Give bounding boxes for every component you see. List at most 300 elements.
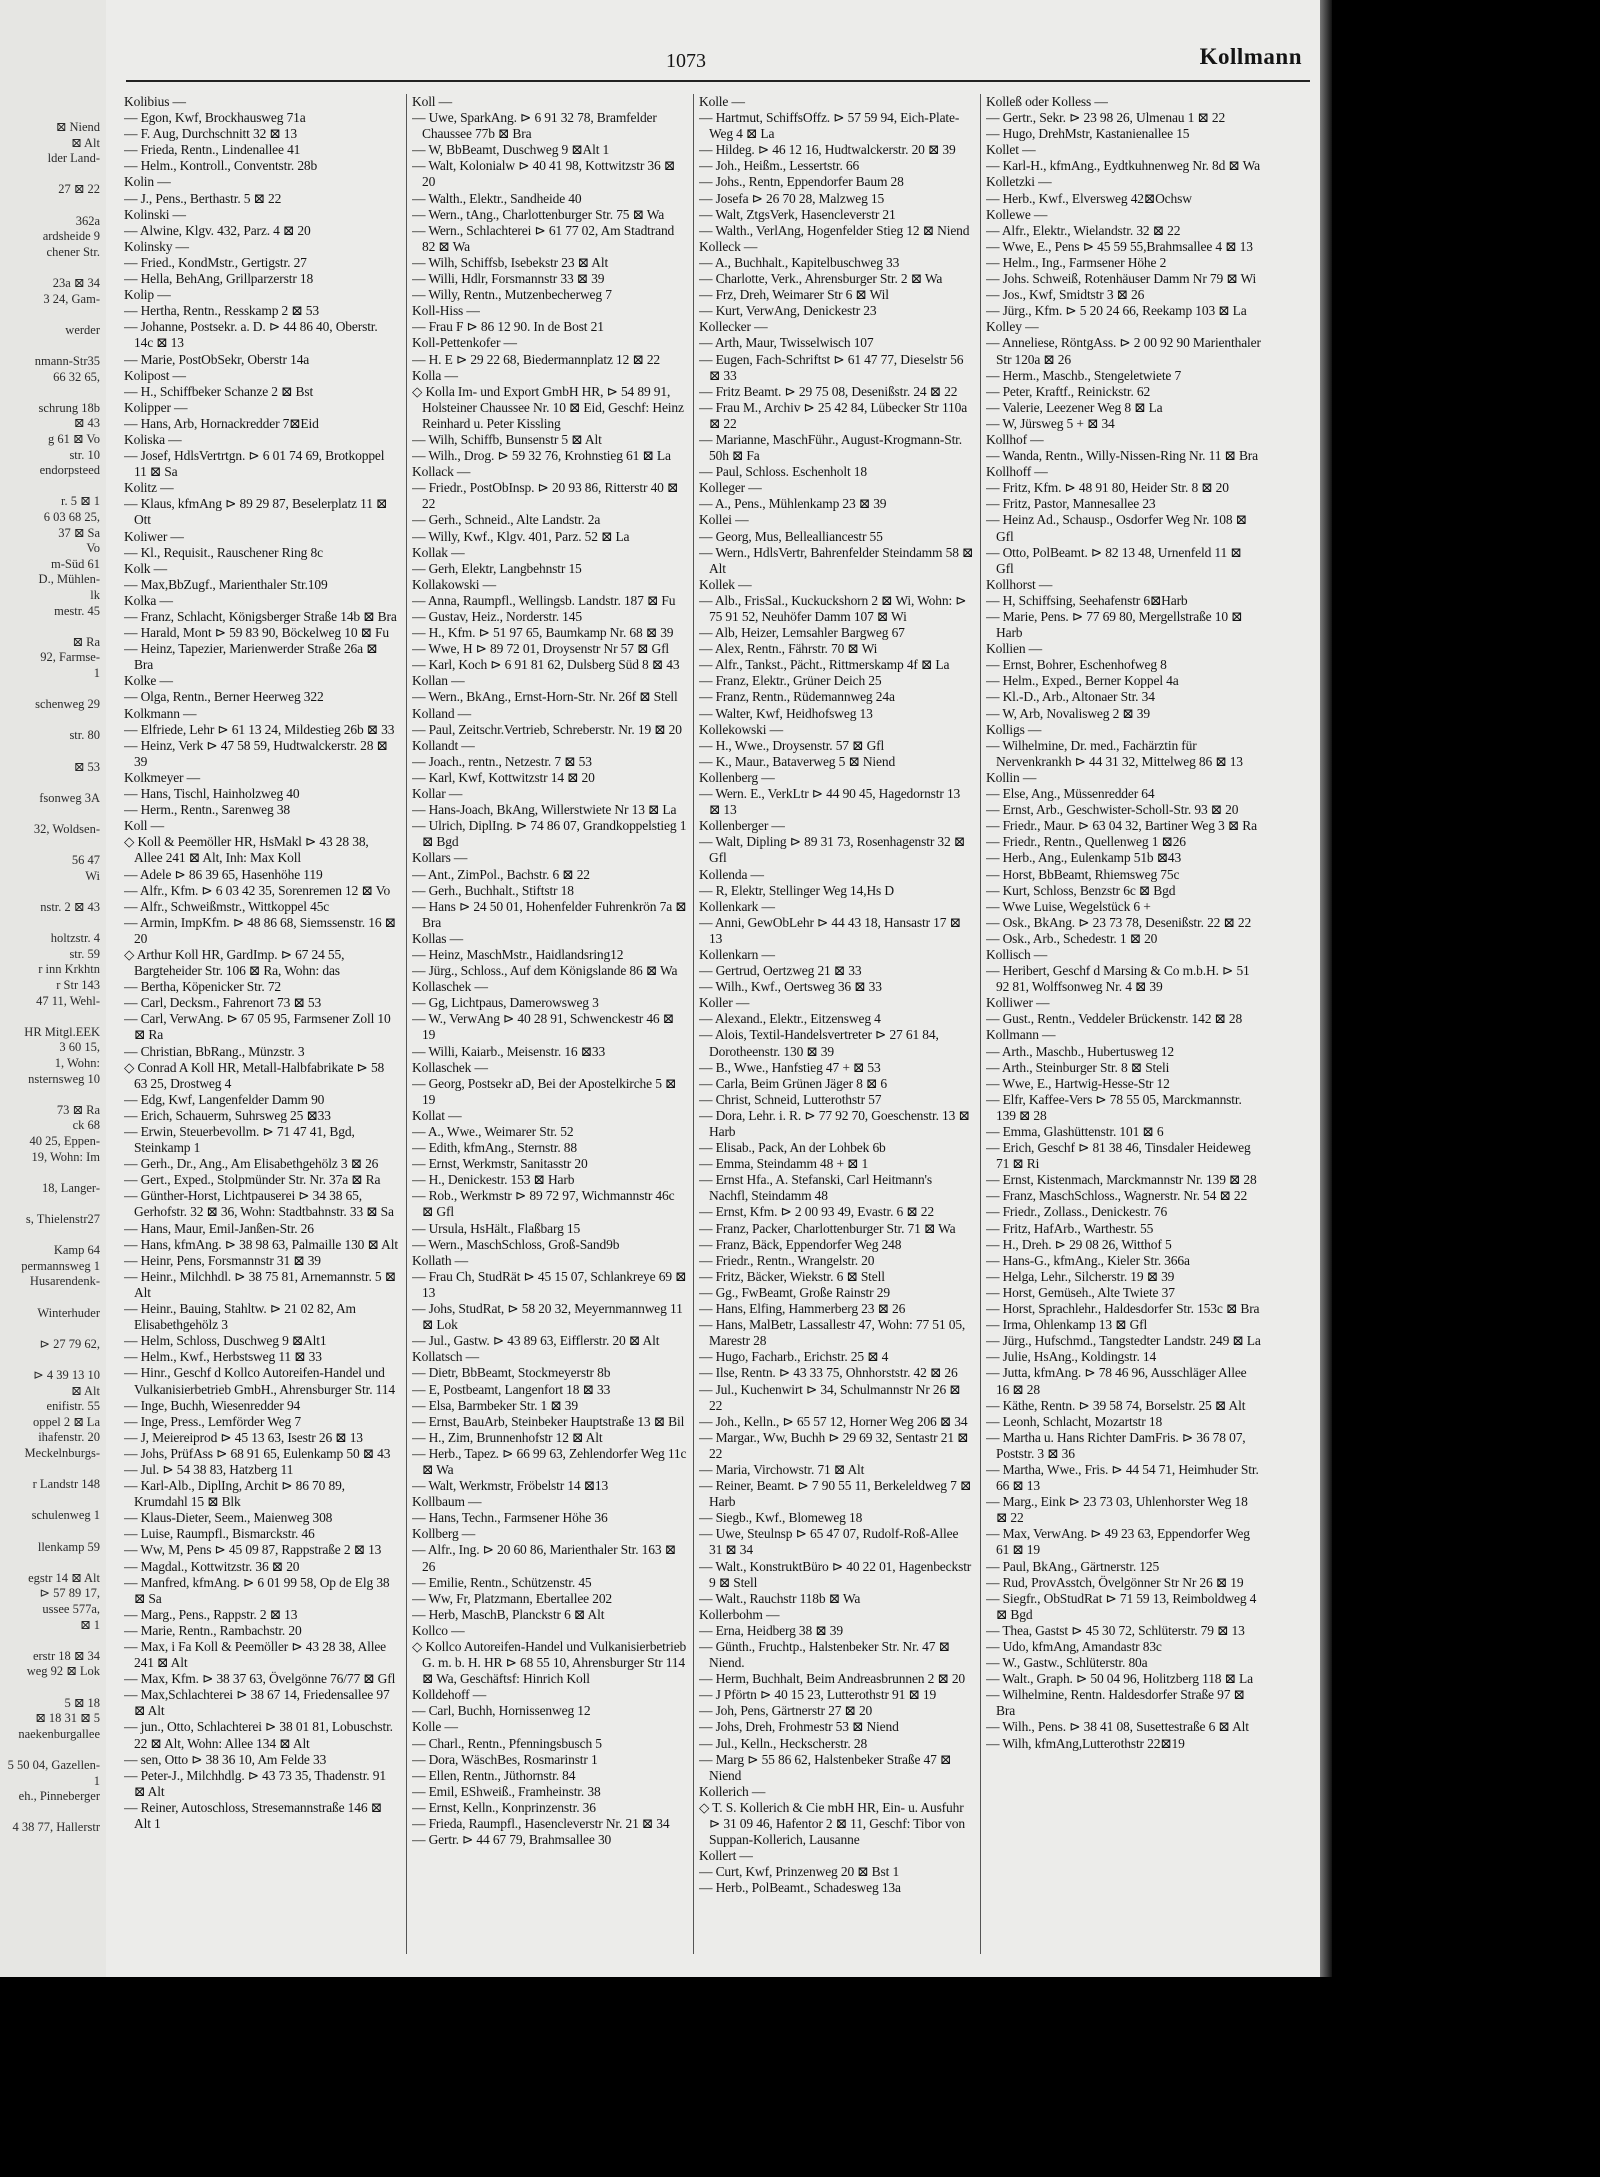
directory-entry: — Hildeg. ⊳ 46 12 16, Hudtwalckerstr. 20 ⊠ 39 — [699, 142, 956, 158]
directory-entry: — Dora, Lehr. i. R. ⊳ 77 92 70, Goeschenstr. 13 ⊠ Harb — [699, 1107, 970, 1139]
directory-entry: — Hans-G., kfmAng., Kieler Str. 366a — [986, 1252, 1190, 1268]
page-number: 1073 — [666, 50, 706, 72]
spine-text-line: str. 59 — [69, 946, 100, 961]
directory-entry: — Klaus, kfmAng ⊳ 89 29 87, Beselerplatz 11 ⊠ Ott — [124, 496, 388, 528]
directory-entry: — A., Pens., Mühlenkamp 23 ⊠ 39 — [699, 496, 887, 512]
spine-text-line: Winterhuder — [37, 1305, 100, 1320]
directory-entry: — Walt, ZtgsVerk, Hasencleverstr 21 — [699, 206, 896, 222]
directory-entry: — Emil, EShweiß., Framheinstr. 38 — [412, 1783, 601, 1799]
spine-text-line: m-Süd 61 — [51, 556, 100, 571]
directory-entry: — Arth., Maschb., Hubertusweg 12 — [986, 1043, 1174, 1059]
directory-entry: Kolleß oder Kolless — — [986, 94, 1108, 109]
directory-entry: — Elisab., Pack, An der Lohbek 6b — [699, 1140, 886, 1156]
directory-entry: Kolligs — — [986, 721, 1042, 737]
directory-entry: — Herb., Tapez. ⊳ 66 99 63, Zehlendorfer Weg 11c ⊠ Wa — [412, 1445, 687, 1477]
spine-text-line: Meckelnburgs- — [24, 1446, 100, 1460]
directory-entry: — Helm., Exped., Berner Koppel 4a — [986, 673, 1179, 689]
spine-text-line: nstr. 2 ⊠ 43 — [40, 900, 100, 914]
directory-entry: — Marie, Pens. ⊳ 77 69 80, Mergellstraße 10 ⊠ Harb — [986, 609, 1243, 641]
spine-text-line: 18, Langer- — [41, 1180, 100, 1195]
directory-page — [106, 0, 1320, 1977]
directory-entry: — Heinr., Milchhdl. ⊳ 38 75 81, Arnemannstr. 5 ⊠ Alt — [124, 1268, 396, 1300]
column-divider — [980, 94, 981, 1954]
directory-entry: — Carl, VerwAng. ⊳ 67 05 95, Farmsener Zoll 10 ⊠ Ra — [124, 1011, 391, 1043]
spine-text-line: oppel 2 ⊠ La — [32, 1414, 100, 1429]
directory-entry: — Carla, Beim Grünen Jäger 8 ⊠ 6 — [699, 1075, 887, 1091]
directory-entry: Koliwer — — [124, 528, 184, 544]
directory-entry: — Frau Ch, StudRät ⊳ 45 15 07, Schlankreye 69 ⊠ 13 — [412, 1268, 687, 1300]
directory-entry: — Erwin, Steuerbevollm. ⊳ 71 47 41, Bgd, Steinkamp 1 — [124, 1124, 355, 1156]
directory-entry: — Fritz, Kfm. ⊳ 48 91 80, Heider Str. 8 ⊠ 20 — [986, 480, 1229, 496]
directory-entry: — Paul, Schloss. Eschenholt 18 — [699, 464, 867, 480]
directory-entry: — Uwe, Steulnsp ⊳ 65 47 07, Rudolf-Roß-Allee 31 ⊠ 34 — [699, 1526, 959, 1558]
directory-entry: — Alb., FrisSal., Kuckuckshorn 2 ⊠ Wi, Wohn: ⊳ 75 91 52, Neuhöfer Damm 107 ⊠ Wi — [699, 592, 967, 624]
spine-text-line: schulenweg 1 — [31, 1508, 100, 1523]
directory-entry: — Hugo, DrehMstr, Kastanienallee 15 — [986, 126, 1190, 142]
directory-entry: Koll — — [124, 818, 164, 834]
directory-entry: — Jürg., Kfm. ⊳ 5 20 24 66, Reekamp 103 ⊠ La — [986, 303, 1247, 319]
directory-entry: Koliska — — [124, 431, 182, 447]
directory-entry: — Georg, Mus, Bellealliancestr 55 — [699, 528, 883, 544]
directory-entry: Kollecker — — [699, 319, 768, 335]
directory-entry: — Wilh., Pens. ⊳ 38 41 08, Susettestraße 6 ⊠ Alt — [986, 1719, 1249, 1735]
directory-entry: — Max, VerwAng. ⊳ 49 23 63, Eppendorfer Weg 61 ⊠ 19 — [986, 1526, 1250, 1558]
directory-entry: — Julie, HsAng., Koldingstr. 14 — [986, 1349, 1157, 1365]
directory-entry: — Arth, Maur, Twisselwisch 107 — [699, 335, 874, 351]
spine-text-line: chener Str. — [46, 244, 100, 259]
directory-entry: — Kl., Requisit., Rauschener Ring 8c — [124, 544, 323, 560]
directory-entry: — Herm., Rentn., Sarenweg 38 — [124, 802, 291, 818]
spine-text-line: ⊳ 4 39 13 10 — [33, 1368, 100, 1382]
directory-entry: Kolin — — [124, 174, 171, 190]
directory-entry: — Johs., Rentn, Eppendorfer Baum 28 — [699, 174, 904, 190]
directory-entry: — Wern., tAng., Charlottenburger Str. 75 ⊠ Wa — [412, 206, 665, 222]
spine-text-line: r. 5 ⊠ 1 — [61, 494, 100, 509]
directory-entry: — Erich, Geschf ⊳ 81 38 46, Tinsdaler Heideweg 71 ⊠ Ri — [986, 1140, 1251, 1172]
directory-entry: — Thea, Gastst ⊳ 45 30 72, Schlüterstr. 79 ⊠ 13 — [986, 1622, 1245, 1638]
directory-entry: — Helm., Ing., Farmsener Höhe 2 — [986, 254, 1167, 270]
directory-entry: ◇ Kollco Autoreifen-Handel und Vulkanisierbetrieb G. m. b. H. HR ⊳ 68 55 10, Ahrensburger Str 114 ⊠ Wa, Geschäftsf: Hinrich Koll — [412, 1639, 687, 1687]
directory-entry: — Edith, kfmAng., Sternstr. 88 — [412, 1140, 577, 1156]
directory-entry: — Josefa ⊳ 26 70 28, Malzweg 15 — [699, 190, 885, 206]
directory-entry: — Frau F ⊳ 86 12 90. In de Bost 21 — [412, 319, 604, 335]
directory-entry: — Wilhelmine, Dr. med., Fachärztin für Nervenkrankh ⊳ 44 31 32, Mittelweg 86 ⊠ 13 — [986, 737, 1243, 769]
directory-entry: — Egon, Kwf, Brockhausweg 71a — [124, 110, 306, 126]
directory-entry: — Hans, Tischl, Hainholzweg 40 — [124, 786, 300, 802]
directory-entry: — Friedr., Zollass., Denickestr. 76 — [986, 1204, 1168, 1220]
directory-entry: — Alexand., Elektr., Eitzensweg 4 — [699, 1011, 881, 1027]
spine-text-line: 40 25, Eppen- — [29, 1134, 100, 1148]
directory-entry: — Heinz, MaschMstr., Haidlandsring12 — [412, 946, 624, 962]
directory-entry: — Willi, Kaiarb., Meisenstr. 16 ⊠33 — [412, 1043, 606, 1059]
directory-entry: — Gerh., Buchhalt., Stiftstr 18 — [412, 882, 574, 898]
directory-entry: ◇ Koll & Peemöller HR, HsMakl ⊳ 43 28 38, Allee 241 ⊠ Alt, Inh: Max Koll — [124, 834, 369, 866]
directory-entry: — Marg., Pens., Rappstr. 2 ⊠ 13 — [124, 1606, 298, 1622]
directory-entry: — Maria, Virchowstr. 71 ⊠ Alt — [699, 1461, 865, 1477]
directory-entry: — Edg, Kwf, Langenfelder Damm 90 — [124, 1091, 325, 1107]
column-2 — [412, 94, 687, 1959]
directory-entry: — Johs, StudRat, ⊳ 58 20 32, Meyernmannweg 11 ⊠ Lok — [412, 1301, 683, 1333]
spine-text-line: fsonweg 3A — [39, 790, 100, 805]
directory-entry: Kolletzki — — [986, 174, 1052, 190]
directory-entry: — Joh., Kelln., ⊳ 65 57 12, Horner Weg 206 ⊠ 34 — [699, 1413, 968, 1429]
directory-entry: — Gerh, Elektr, Langbehnstr 15 — [412, 560, 582, 576]
directory-entry: — Franz, Packer, Charlottenburger Str. 71 ⊠ Wa — [699, 1220, 956, 1236]
directory-entry: — H., Kfm. ⊳ 51 97 65, Baumkamp Nr. 68 ⊠ 39 — [412, 625, 674, 641]
directory-entry: — W, Jürsweg 5 + ⊠ 34 — [986, 415, 1115, 431]
directory-entry: — jun., Otto, Schlachterei ⊳ 38 01 81, Lobuschstr. 22 ⊠ Alt, Wohn: Allee 134 ⊠ Alt — [124, 1719, 393, 1751]
directory-entry: — Arth., Steinburger Str. 8 ⊠ Steli — [986, 1059, 1170, 1075]
directory-entry: — Fritz Beamt. ⊳ 29 75 08, Desenißstr. 24 ⊠ 22 — [699, 383, 958, 399]
directory-entry: — Franz, Schlacht, Königsberger Straße 14b ⊠ Bra — [124, 609, 397, 624]
bottom-black-border — [0, 1977, 1600, 2177]
directory-entry: — sen, Otto ⊳ 38 36 10, Am Felde 33 — [124, 1751, 327, 1767]
directory-entry: — Alex, Rentn., Fährstr. 70 ⊠ Wi — [699, 641, 878, 657]
directory-entry: Kollhoff — — [986, 464, 1048, 480]
directory-entry: — Erich, Schauerm, Suhrsweg 25 ⊠33 — [124, 1107, 331, 1123]
directory-entry: — Gertr. ⊳ 44 67 79, Brahmsallee 30 — [412, 1832, 612, 1848]
directory-entry: — Ww, Fr, Platzmann, Ebertallee 202 — [412, 1590, 613, 1606]
directory-entry: — Hans-Joach, BkAng, Willerstwiete Nr 13 ⊠ La — [412, 802, 677, 818]
spine-text-line: 92, Farmse- — [40, 650, 100, 665]
directory-entry: — Martha, Wwe., Fris. ⊳ 44 54 71, Heimhuder Str. 66 ⊠ 13 — [986, 1461, 1259, 1494]
directory-entry: Kollek — — [699, 576, 752, 592]
directory-entry: Kolley — — [986, 319, 1039, 335]
directory-entry: — Alfr., Schweißmstr., Wittkoppel 45c — [124, 898, 330, 914]
spine-text-line: Vo — [86, 541, 100, 556]
spine-text-line: 5 ⊠ 18 — [64, 1695, 100, 1710]
spine-text-line: 73 ⊠ Ra — [56, 1102, 100, 1117]
directory-entry: — Joach., rentn., Netzestr. 7 ⊠ 53 — [412, 753, 592, 769]
directory-entry: — Herm, Buchhalt, Beim Andreasbrunnen 2 ⊠ 20 — [699, 1671, 966, 1687]
directory-entry: Kolliwer — — [986, 995, 1050, 1011]
directory-entry: — Jutta, kfmAng. ⊳ 78 46 96, Ausschläger Allee 16 ⊠ 28 — [986, 1365, 1247, 1397]
directory-entry: — Jos., Kwf, Smidtstr 3 ⊠ 26 — [986, 287, 1145, 303]
spine-text-line: str. 80 — [69, 728, 100, 743]
directory-entry: — Helm, Schloss, Duschweg 9 ⊠Alt1 — [124, 1333, 327, 1349]
directory-entry: Kollenberg — — [699, 769, 775, 785]
spine-text-line: 1 — [93, 1773, 100, 1788]
directory-entry: Kollisch — — [986, 946, 1048, 962]
directory-entry: — W., Gastw., Schlüterstr. 80a — [986, 1655, 1148, 1671]
directory-entry: — Hans ⊳ 24 50 01, Hohenfelder Fuhrenkrön 7a ⊠ Bra — [412, 898, 687, 930]
directory-entry: — Friedr., Maur. ⊳ 63 04 32, Bartiner Weg 3 ⊠ Ra — [986, 818, 1257, 834]
directory-entry: — Wern., HdlsVertr, Bahrenfelder Steindamm 58 ⊠ Alt — [699, 544, 974, 576]
spine-text-line: 6 03 68 25, — [43, 510, 100, 524]
directory-entry: Kolldehoff — — [412, 1687, 487, 1703]
directory-entry: — Hella, BehAng, Grillparzerstr 18 — [124, 271, 314, 287]
directory-entry: — Alwine, Klgv. 432, Parz. 4 ⊠ 20 — [124, 222, 311, 238]
directory-entry: Kolibius — — [124, 94, 186, 109]
directory-entry: — Luise, Raumpfl., Bismarckstr. 46 — [124, 1526, 315, 1542]
directory-entry: Kollaschek — — [412, 979, 488, 995]
directory-entry: — Johs, Dreh, Frohmestr 53 ⊠ Niend — [699, 1719, 899, 1735]
directory-entry: — Max, Kfm. ⊳ 38 37 63, Övelgönne 76/77 ⊠ Gfl — [124, 1671, 396, 1687]
directory-entry: — Hans, Arb, Hornackredder 7⊠Eid — [124, 415, 319, 431]
column-divider — [693, 94, 694, 1954]
directory-entry: — Walt, Werkmstr, Fröbelstr 14 ⊠13 — [412, 1478, 609, 1494]
directory-entry: — Ernst, BauArb, Steinbeker Hauptstraße 13 ⊠ Bil — [412, 1413, 685, 1429]
directory-entry: — Dora, WäschBes, Rosmarinstr 1 — [412, 1751, 598, 1767]
directory-entry: — Wern. E., VerkLtr ⊳ 44 90 45, Hagedornstr 13 ⊠ 13 — [699, 786, 961, 818]
directory-entry: — Emilie, Rentn., Schützenstr. 45 — [412, 1574, 592, 1590]
directory-entry: — Otto, PolBeamt. ⊳ 82 13 48, Urnenfeld 11 ⊠ Gfl — [986, 544, 1242, 576]
directory-entry: — Hinr., Geschf d Kollco Autoreifen-Handel und Vulkanisierbetrieb GmbH., Ahrensburger Str. 114 — [124, 1365, 395, 1397]
spine-text-line: permannsweg 1 — [21, 1258, 100, 1273]
directory-entry: Kollenkark — — [699, 898, 775, 914]
directory-entry: — Marie, PostObSekr, Oberstr 14a — [124, 351, 310, 367]
directory-entry: — Joh., Heißm., Lessertstr. 66 — [699, 158, 860, 174]
directory-entry: — Jul., Kuchenwirt ⊳ 34, Schulmannstr Nr 26 ⊠ 22 — [699, 1381, 961, 1413]
spine-text-line: holtzstr. 4 — [50, 931, 100, 946]
directory-entry: Kollin — — [986, 769, 1037, 785]
directory-entry: Koll-Hiss — — [412, 303, 480, 319]
left-page-fragment — [0, 0, 109, 1977]
directory-entry: — Helm., Kontroll., Conventstr. 28b — [124, 158, 318, 174]
directory-entry: — Gustav, Heiz., Norderstr. 145 — [412, 609, 582, 624]
directory-entry: — H., Dreh. ⊳ 29 08 26, Witthof 5 — [986, 1236, 1172, 1252]
directory-entry: — Friedr., Rentn., Quellenweg 1 ⊠26 — [986, 834, 1186, 850]
directory-entry: — A., Buchhalt., Kapitelbuschweg 33 — [699, 254, 900, 270]
directory-entry: — Walter, Kwf, Heidhofsweg 13 — [699, 705, 873, 721]
directory-entry: — Hans, MalBetr, Lassallestr 47, Wohn: 77 51 05, Marestr 28 — [699, 1317, 966, 1349]
directory-entry: — Gg, Lichtpaus, Damerowsweg 3 — [412, 995, 599, 1011]
spine-text-line: enifistr. 55 — [46, 1399, 100, 1414]
directory-entry: — Harald, Mont ⊳ 59 83 90, Böckelweg 10 ⊠ Fu — [124, 625, 389, 641]
directory-entry: — Helga, Lehr., Silcherstr. 19 ⊠ 39 — [986, 1268, 1175, 1284]
directory-entry: — Emma, Glashüttenstr. 101 ⊠ 6 — [986, 1124, 1164, 1139]
spine-text-line: ck 68 — [72, 1118, 100, 1133]
spine-text-line: 66 32 65, — [53, 369, 100, 384]
directory-entry: — Wilh, kfmAng,Lutterothstr 22⊠19 — [986, 1735, 1185, 1751]
directory-entry: — Frz, Dreh, Weimarer Str 6 ⊠ Wil — [699, 287, 889, 303]
spine-text-line: r inn Krkhtn — [38, 962, 100, 977]
directory-entry: — Ernst, Bohrer, Eschenhofweg 8 — [986, 657, 1167, 673]
directory-entry: — Wilh, Schiffb, Bunsenstr 5 ⊠ Alt — [412, 431, 602, 447]
directory-entry: — Hertha, Rentn., Resskamp 2 ⊠ 53 — [124, 303, 319, 319]
directory-entry: — Leonh, Schlacht, Mozartstr 18 — [986, 1413, 1163, 1429]
directory-entry: — Kl.-D., Arb., Altonaer Str. 34 — [986, 689, 1155, 705]
directory-entry: — Ernst, Kfm. ⊳ 2 00 93 49, Evastr. 6 ⊠ 22 — [699, 1204, 934, 1220]
directory-entry: — Klaus-Dieter, Seem., Maienweg 308 — [124, 1510, 333, 1526]
directory-entry: — Siegb., Kwf., Blomeweg 18 — [699, 1510, 863, 1526]
directory-entry: — E, Postbeamt, Langenfort 18 ⊠ 33 — [412, 1381, 611, 1397]
spine-text-line: 4 38 77, Hallerstr — [12, 1820, 100, 1835]
directory-entry: — Christ, Schneid, Lutterothstr 57 — [699, 1091, 882, 1107]
directory-entry: — Willy, Rentn., Mutzenbecherweg 7 — [412, 287, 612, 303]
spine-text-line: ussee 577a, — [42, 1602, 100, 1616]
spine-text-line: ⊠ Alt — [71, 135, 100, 150]
directory-entry: Kollar — — [412, 786, 463, 802]
directory-entry: — Walt., Graph. ⊳ 50 04 96, Holitzberg 118 ⊠ La — [986, 1671, 1253, 1687]
directory-entry: — Bertha, Köpenicker Str. 72 — [124, 979, 282, 995]
spine-text-line: Wi — [85, 868, 100, 883]
directory-entry: Kollewe — — [986, 206, 1048, 222]
directory-entry: Koller — — [699, 995, 750, 1011]
directory-entry: — Gertrud, Oertzweg 21 ⊠ 33 — [699, 963, 862, 979]
directory-entry: Kollars — — [412, 850, 468, 866]
directory-entry: Kollath — — [412, 1252, 469, 1268]
directory-entry: Kollmann — — [986, 1027, 1056, 1043]
directory-entry: Kollbaum — — [412, 1494, 482, 1510]
directory-entry: Kollerich — — [699, 1783, 766, 1799]
directory-entry: — W., VerwAng ⊳ 40 28 91, Schwenckestr 46 ⊠ 19 — [412, 1011, 674, 1043]
spine-text-line: mestr. 45 — [54, 603, 100, 618]
directory-entry: Kollei — — [699, 512, 749, 528]
directory-entry: Kollenkarn — — [699, 946, 775, 962]
directory-entry: Kolke — — [124, 673, 173, 689]
directory-entry: Kollas — — [412, 930, 463, 946]
directory-entry: — Siegfr., ObStudRat ⊳ 71 59 13, Reimboldweg 4 ⊠ Bgd — [986, 1590, 1257, 1622]
directory-entry: — Johanne, Postsekr. a. D. ⊳ 44 86 40, Oberstr. 14c ⊠ 13 — [124, 319, 378, 351]
directory-entry: — Inge, Press., Lemförder Weg 7 — [124, 1413, 301, 1429]
spine-text-line: 32, Woldsen- — [33, 822, 100, 836]
directory-entry: Kolland — — [412, 705, 472, 721]
directory-entry: Kollenberger — — [699, 818, 785, 834]
directory-entry: — Anneliese, RöntgAss. ⊳ 2 00 92 90 Marienthaler Str 120a ⊠ 26 — [986, 335, 1261, 367]
spine-text-line: HR Mitgl.EEK — [24, 1024, 100, 1039]
column-1 — [124, 94, 399, 1959]
directory-entry: — Peter, Kraftf., Reinickstr. 62 — [986, 383, 1151, 399]
directory-entry: — Gerh., Schneid., Alte Landstr. 2a — [412, 512, 601, 528]
directory-entry: — Franz, Rentn., Rüdemannweg 24a — [699, 689, 895, 705]
directory-entry: — Peter-J., Milchhdlg. ⊳ 43 73 35, Thadenstr. 91 ⊠ Alt — [124, 1767, 386, 1799]
spine-text-line: r Landstr 148 — [32, 1477, 100, 1492]
directory-entry: — Wwe Luise, Wegelstück 6 + — [986, 898, 1151, 914]
spine-text-line: ihafenstr. 20 — [38, 1430, 100, 1445]
spine-text-line: 3 24, Gam- — [43, 291, 100, 306]
spine-text-line: 27 ⊠ 22 — [58, 182, 100, 197]
directory-entry: — Rud, ProvAsstch, Övelgönner Str Nr 26 ⊠ 19 — [986, 1574, 1244, 1590]
directory-entry: — H., Zim, Brunnenhofstr 12 ⊠ Alt — [412, 1429, 603, 1445]
directory-entry: — Wern., Schlachterei ⊳ 61 77 02, Am Stadtrand 82 ⊠ Wa — [412, 222, 675, 254]
spine-text-line: 23a ⊠ 34 — [52, 276, 100, 290]
directory-entry: Kollco — — [412, 1622, 465, 1638]
directory-entry: — Udo, kfmAng, Amandastr 83c — [986, 1639, 1162, 1654]
directory-entry: — Emma, Steindamm 48 + ⊠ 1 — [699, 1156, 869, 1172]
directory-entry: — Karl-H., kfmAng., Eydtkuhnenweg Nr. 8d ⊠ Wa — [986, 158, 1260, 174]
directory-entry: — Franz, Elektr., Grüner Deich 25 — [699, 673, 882, 689]
directory-entry: — Wanda, Rentn., Willy-Nissen-Ring Nr. 11 ⊠ Bra — [986, 448, 1258, 464]
directory-entry: — Wern., BkAng., Ernst-Horn-Str. Nr. 26f ⊠ Stell — [412, 689, 678, 705]
directory-entry: — Hans, kfmAng. ⊳ 38 98 63, Palmaille 130 ⊠ Alt — [124, 1236, 398, 1252]
directory-entry: — Karl-Alb., DiplIng, Archit ⊳ 86 70 89, Krumdahl 15 ⊠ Blk — [124, 1478, 345, 1510]
directory-entry: — Friedr., Rentn., Wrangelstr. 20 — [699, 1252, 875, 1268]
directory-entry: — Herb., Kwf., Elversweg 42⊠Ochsw — [986, 190, 1192, 206]
directory-entry: — Helm., Kwf., Herbstsweg 11 ⊠ 33 — [124, 1349, 322, 1365]
directory-entry: Kollan — — [412, 673, 465, 689]
directory-entry: — Irma, Ohlenkamp 13 ⊠ Gfl — [986, 1317, 1148, 1333]
directory-entry: Koll-Pettenkofer — — [412, 335, 517, 351]
directory-entry: — Reiner, Autoschloss, Stresemannstraße 146 ⊠ Alt 1 — [124, 1799, 382, 1832]
directory-entry: — Hans, Elfing, Hammerberg 23 ⊠ 26 — [699, 1301, 906, 1317]
directory-entry: — Horst, BbBeamt, Rhiemsweg 75c — [986, 866, 1180, 882]
directory-entry: — Wilh, Schiffsb, Isebekstr 23 ⊠ Alt — [412, 254, 609, 270]
spine-text-line: 56 47 — [71, 853, 100, 868]
directory-entry: Kolkmann — — [124, 705, 197, 721]
directory-entry: — J, Meiereiprod ⊳ 45 13 63, Isestr 26 ⊠ 13 — [124, 1429, 363, 1445]
directory-entry: Kollack — — [412, 464, 471, 480]
directory-entry: — K., Maur., Bataverweg 5 ⊠ Niend — [699, 753, 896, 769]
directory-entry: — Herb., Ang., Eulenkamp 51b ⊠43 — [986, 850, 1182, 866]
directory-entry: — Erna, Heidberg 38 ⊠ 39 — [699, 1622, 843, 1638]
spine-text-line: 19, Wohn: Im — [31, 1149, 100, 1164]
directory-entry: — Ant., ZimPol., Bachstr. 6 ⊠ 22 — [412, 866, 590, 882]
directory-entry: — H., Denickestr. 153 ⊠ Harb — [412, 1172, 575, 1188]
spine-text-line: lder Land- — [47, 151, 100, 166]
directory-entry: — H., Wwe., Droysenstr. 57 ⊠ Gfl — [699, 737, 885, 753]
spine-text-line: Kamp 64 — [53, 1243, 100, 1258]
directory-entry: — Gerh., Dr., Ang., Am Elisabethgehölz 3 ⊠ 26 — [124, 1156, 379, 1172]
directory-entry: — Max,Schlachterei ⊳ 38 67 14, Friedensallee 97 ⊠ Alt — [124, 1687, 390, 1719]
directory-entry: Kollert — — [699, 1848, 753, 1864]
directory-entry: — Fritz, Pastor, Mannesallee 23 — [986, 496, 1156, 512]
directory-entry: ◇ Conrad A Koll HR, Metall-Halbfabrikate ⊳ 58 63 25, Drostweg 4 — [124, 1059, 385, 1091]
directory-entry: — Ilse, Rentn. ⊳ 43 33 75, Ohnhorststr. 42 ⊠ 26 — [699, 1365, 958, 1381]
directory-entry: — Hans, Maur, Emil-Janßen-Str. 26 — [124, 1220, 314, 1236]
directory-entry: — Christian, BbRang., Münzstr. 3 — [124, 1043, 305, 1059]
directory-entry: Kollhorst — — [986, 576, 1053, 592]
directory-entry: — W, BbBeamt, Duschweg 9 ⊠Alt 1 — [412, 142, 610, 158]
directory-entry: — Kurt, VerwAng, Denickestr 23 — [699, 303, 877, 319]
directory-entry: Kollien — — [986, 641, 1043, 657]
directory-entry: — Marianne, MaschFühr., August-Krogmann-Str. 50h ⊠ Fa — [699, 431, 962, 464]
directory-entry: — H. E ⊳ 29 22 68, Biedermannplatz 12 ⊠ 22 — [412, 351, 661, 367]
directory-entry: — Joh, Pens, Gärtnerstr 27 ⊠ 20 — [699, 1703, 873, 1719]
directory-entry: — A., Wwe., Weimarer Str. 52 — [412, 1124, 574, 1139]
directory-entry: Kolla — — [412, 367, 458, 383]
directory-entry: — Valerie, Leezener Weg 8 ⊠ La — [986, 399, 1163, 415]
directory-entry: — Elsa, Barmbeker Str. 1 ⊠ 39 — [412, 1397, 578, 1413]
directory-entry: — Wwe, H ⊳ 89 72 01, Droysenstr Nr 57 ⊠ Gfl — [412, 641, 670, 657]
directory-entry: — Günther-Horst, Lichtpauserei ⊳ 34 38 65, Gerhofstr. 32 ⊠ 36, Wohn: Stadtbahnstr. 33 ⊠ Sa — [124, 1188, 394, 1220]
directory-entry: — Herb., PolBeamt., Schadesweg 13a — [699, 1880, 901, 1896]
directory-entry: — Alfr., Kfm. ⊳ 6 03 42 35, Sorenremen 12 ⊠ Vo — [124, 882, 391, 898]
directory-entry: — Gg., FwBeamt, Große Rainstr 29 — [699, 1284, 890, 1300]
column-divider — [406, 94, 407, 1954]
page-edge-shadow — [1320, 0, 1332, 1977]
directory-entry: Kolleger — — [699, 480, 762, 496]
directory-entry: Kolka — — [124, 592, 173, 608]
directory-entry: — Rob., Werkmstr ⊳ 89 72 97, Wichmannstr 46c ⊠ Gfl — [412, 1188, 675, 1220]
spine-text-line: D., Mühlen- — [38, 572, 100, 587]
directory-entry: Kolipper — — [124, 399, 188, 415]
directory-entry: — F. Aug, Durchschnitt 32 ⊠ 13 — [124, 126, 297, 142]
directory-entry: — Ernst Hfa., A. Stefanski, Carl Heitmann's Nachfl, Steindamm 48 — [699, 1172, 932, 1204]
directory-entry: Koll — — [412, 94, 452, 109]
directory-entry: — Walth., Elektr., Sandheide 40 — [412, 190, 582, 206]
directory-entry: Kolle — — [412, 1719, 458, 1735]
directory-entry: — Wilh., Drog. ⊳ 59 32 76, Krohnstieg 61 ⊠ La — [412, 448, 671, 464]
directory-entry: Kolipost — — [124, 367, 186, 383]
directory-entry: — Wern., MaschSchloss, Groß-Sand9b — [412, 1236, 620, 1252]
spine-text-line: 3 60 15, — [59, 1040, 100, 1055]
directory-entry: — Kurt, Schloss, Benzstr 6c ⊠ Bgd — [986, 882, 1176, 898]
spine-text-line: weg 92 ⊠ Lok — [26, 1664, 100, 1679]
spine-text-line: str. 10 — [69, 447, 100, 462]
directory-entry: — Fritz, Bäcker, Wiekstr. 6 ⊠ Stell — [699, 1268, 885, 1284]
directory-entry: Kolinsky — — [124, 238, 189, 254]
directory-entry: — Armin, ImpKfm. ⊳ 48 86 68, Siemssenstr. 16 ⊠ 20 — [124, 914, 396, 946]
directory-entry: — Ellen, Rentn., Jüthornstr. 84 — [412, 1767, 576, 1783]
directory-entry: — Ernst, Werkmstr, Sanitasstr 20 — [412, 1156, 588, 1172]
directory-entry: — Alfr., Ing. ⊳ 20 60 86, Marienthaler Str. 163 ⊠ 26 — [412, 1542, 676, 1574]
directory-entry: — Jürg., Schloss., Auf dem Königslande 86 ⊠ Wa — [412, 963, 678, 979]
directory-entry: — Alois, Textil-Handelsvertreter ⊳ 27 61 84, Dorotheenstr. 130 ⊠ 39 — [699, 1027, 939, 1059]
directory-entry: — Ww, M, Pens ⊳ 45 09 87, Rappstraße 2 ⊠ 13 — [124, 1542, 382, 1558]
directory-entry: — Carl, Buchh, Hornissenweg 12 — [412, 1703, 591, 1719]
directory-entry: — Marg ⊳ 55 86 62, Halstenbeker Straße 47 ⊠ Niend — [699, 1751, 952, 1783]
